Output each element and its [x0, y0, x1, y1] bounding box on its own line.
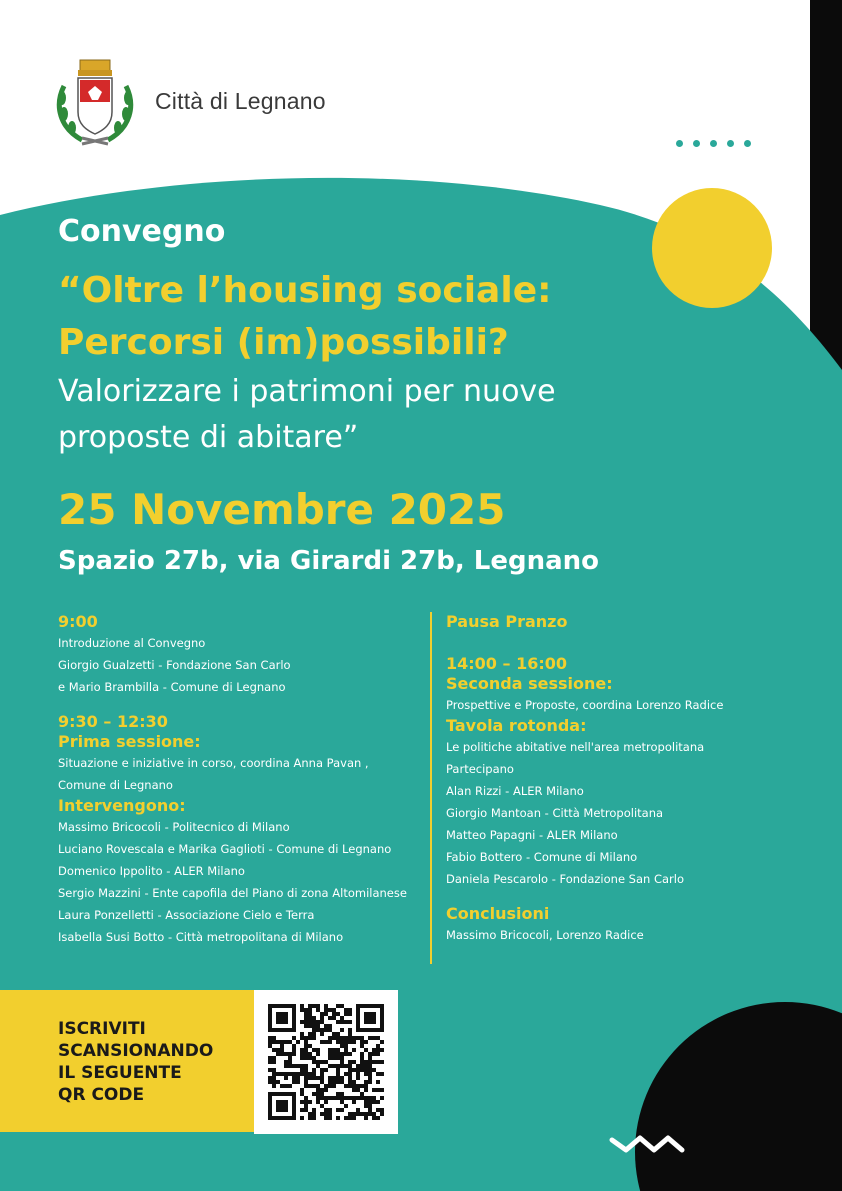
- speaker-line: Sergio Mazzini - Ente capofila del Piano di zona Altomilanese: [58, 886, 407, 900]
- conclusions-heading: Conclusioni: [446, 904, 550, 923]
- qr-code-icon[interactable]: [254, 990, 398, 1134]
- event-kind: Convegno: [58, 214, 226, 249]
- time-9-30: 9:30 – 12:30: [58, 712, 168, 731]
- participant-line: Fabio Bottero - Comune di Milano: [446, 850, 638, 864]
- event-venue: Spazio 27b, via Girardi 27b, Legnano: [58, 546, 599, 576]
- program-line: Le politiche abitative nell'area metropolitana: [446, 740, 705, 754]
- program-left: [58, 612, 407, 948]
- speaker-line: Luciano Rovescala e Marika Gaglioti - Comune di Legnano: [58, 842, 392, 856]
- participant-line: Giorgio Mantoan - Città Metropolitana: [446, 806, 664, 820]
- lunch-break: Pausa Pranzo: [446, 612, 568, 631]
- signup-line: ISCRIVITI: [58, 1019, 146, 1039]
- program-line: Giorgio Gualzetti - Fondazione San Carlo: [58, 658, 291, 672]
- participant-line: Matteo Papagni - ALER Milano: [446, 828, 618, 842]
- dot-row-icon: [676, 140, 751, 147]
- signup-text: [58, 1018, 213, 1106]
- time-9-00: 9:00: [58, 612, 98, 631]
- speaker-line: Massimo Bricocoli - Politecnico di Milano: [58, 820, 290, 834]
- speaker-line: Laura Ponzelletti - Associazione Cielo e Terra: [58, 908, 315, 922]
- program-right: [446, 612, 723, 946]
- signup-line: SCANSIONANDO: [58, 1041, 214, 1061]
- program-line: Prospettive e Proposte, coordina Lorenzo Radice: [446, 698, 724, 712]
- participant-line: Alan Rizzi - ALER Milano: [446, 784, 584, 798]
- program-line: Situazione e iniziative in corso, coordina Anna Pavan ,: [58, 756, 369, 770]
- round-table-heading: Tavola rotonda:: [446, 716, 587, 735]
- column-divider: [430, 612, 432, 964]
- speakers-heading: Intervengono:: [58, 796, 186, 815]
- yellow-circle: [652, 188, 772, 308]
- signup-line: QR CODE: [58, 1085, 145, 1105]
- session-first: Prima sessione:: [58, 732, 201, 751]
- speaker-line: Isabella Susi Botto - Città metropolitana di Milano: [58, 930, 344, 944]
- program-line: Partecipano: [446, 762, 514, 776]
- event-subtitle-line1: Valorizzare i patrimoni per nuove: [58, 374, 556, 409]
- coat-of-arms-icon: [52, 56, 138, 148]
- city-name: Città di Legnano: [155, 88, 326, 114]
- event-title-line1: “Oltre l’housing sociale:: [58, 270, 552, 311]
- program-line: e Mario Brambilla - Comune di Legnano: [58, 680, 286, 694]
- signup-line: IL SEGUENTE: [58, 1063, 182, 1083]
- program-line: Comune di Legnano: [58, 778, 173, 792]
- event-subtitle-line2: proposte di abitare”: [58, 420, 359, 455]
- program-line: Massimo Bricocoli, Lorenzo Radice: [446, 928, 644, 942]
- session-second: Seconda sessione:: [446, 674, 613, 693]
- program-line: Introduzione al Convegno: [58, 636, 206, 650]
- participant-line: Daniela Pescarolo - Fondazione San Carlo: [446, 872, 685, 886]
- time-14-00: 14:00 – 16:00: [446, 654, 567, 673]
- event-title-line2: Percorsi (im)possibili?: [58, 322, 509, 363]
- speaker-line: Domenico Ippolito - ALER Milano: [58, 864, 245, 878]
- event-date: 25 Novembre 2025: [58, 485, 506, 534]
